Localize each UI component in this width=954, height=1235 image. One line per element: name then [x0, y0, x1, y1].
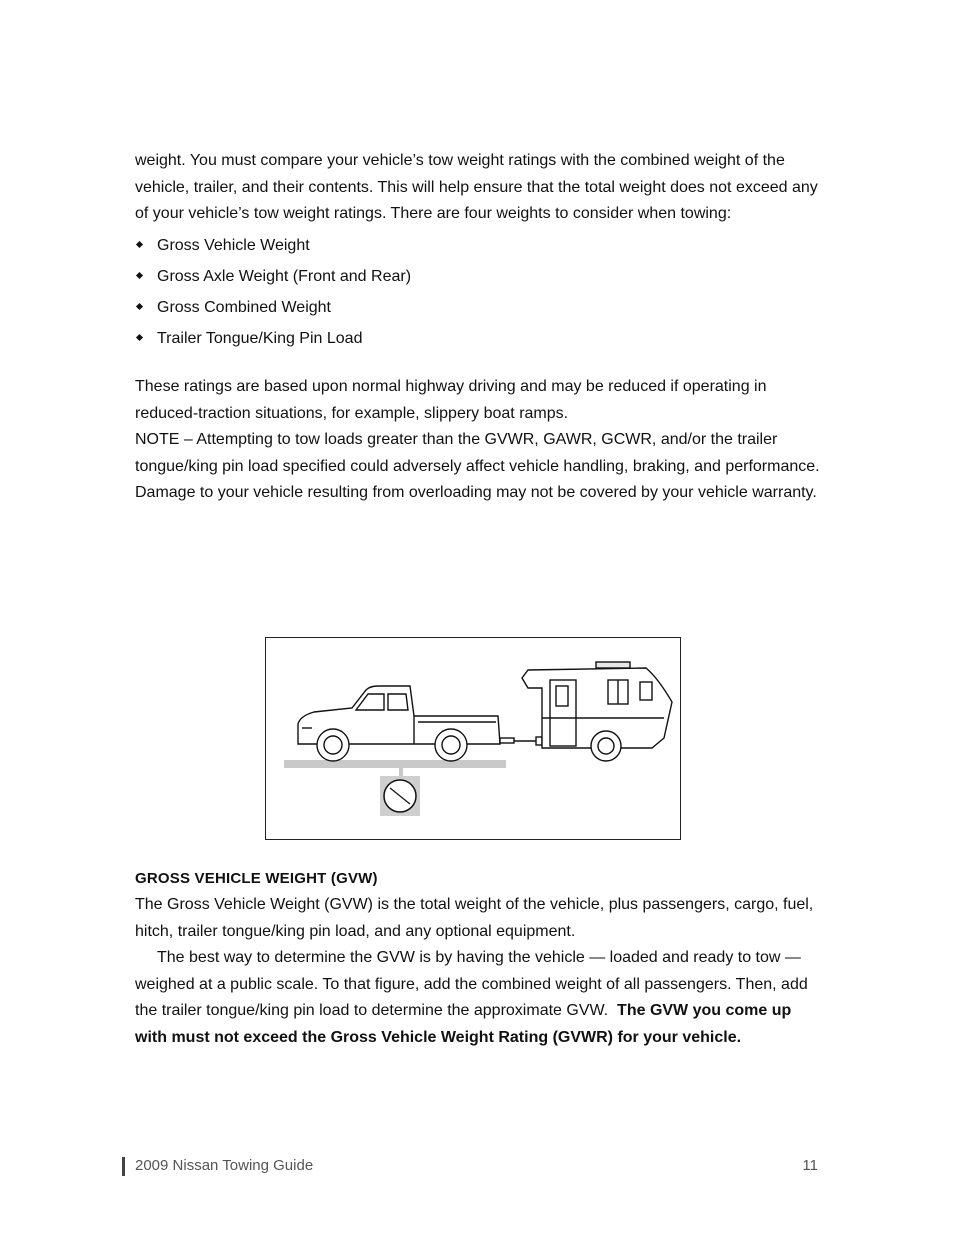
- note-paragraph: [135, 427, 825, 507]
- ratings-section: [135, 374, 825, 507]
- diamond-bullet-icon: [136, 303, 143, 310]
- scale-platform: [284, 760, 506, 768]
- list-item: Gross Combined Weight: [135, 292, 825, 323]
- gvw-illustration: [265, 637, 681, 840]
- diamond-bullet-icon: [136, 334, 143, 341]
- note-label: NOTE –: [135, 431, 193, 448]
- footer-divider: [122, 1157, 125, 1176]
- note-text: Attempting to tow loads greater than the GVWR, GAWR, GCWR, and/or the trailer tongue/king pin load specified could adversely affect vehicle handling, braking, and performance. Damage to your vehicle resulting from overloading may not be covered by your vehicle warranty.: [135, 431, 820, 501]
- footer-title: 2009 Nissan Towing Guide: [135, 1157, 314, 1174]
- scale-gauge-icon: [380, 776, 420, 816]
- camper-trailer-icon: [522, 662, 672, 761]
- tow-weights-list: [135, 230, 825, 354]
- gvw-method-paragraph: The best way to determine the GVW is by having the vehicle — loaded and ready to tow — weighed at a public scale. To that figure, add the combined weight of all passengers. Then, add the trailer tongue/king pin load to determine the approximate GVW. The GVW you come up with must not exceed the Gross Vehicle Weight Rating (GVWR) for your vehicle.: [135, 949, 808, 1046]
- pickup-truck-icon: [298, 686, 500, 761]
- gvw-section: [135, 892, 825, 1051]
- section-heading: GROSS VEHICLE WEIGHT (GVW): [135, 870, 378, 887]
- page-number: 11: [802, 1157, 818, 1174]
- list-item: Trailer Tongue/King Pin Load: [135, 323, 825, 354]
- truck-trailer-on-scale-illustration: [266, 638, 682, 841]
- diamond-bullet-icon: [136, 272, 143, 279]
- list-item: Gross Vehicle Weight: [135, 230, 825, 261]
- diamond-bullet-icon: [136, 241, 143, 248]
- gvw-warning-text: The GVW you come up with must not exceed the Gross Vehicle Weight Rating (GVWR) for your vehicle.: [135, 1002, 792, 1046]
- ratings-paragraph: These ratings are based upon normal highway driving and may be reduced if operating in reduced-traction situations, for example, slippery boat ramps.: [135, 378, 767, 422]
- gvw-definition-paragraph: The Gross Vehicle Weight (GVW) is the total weight of the vehicle, plus passengers, cargo, fuel, hitch, trailer tongue/king pin load, and any optional equipment.: [135, 896, 814, 940]
- hitch-icon: [500, 737, 542, 745]
- list-item: Gross Axle Weight (Front and Rear): [135, 261, 825, 292]
- intro-paragraph: weight. You must compare your vehicle’s tow weight ratings with the combined weight of the vehicle, trailer, and their contents. This will help ensure that the total weight does not exceed any of your vehicle’s tow weight ratings. There are four weights to consider when towing:: [135, 152, 818, 222]
